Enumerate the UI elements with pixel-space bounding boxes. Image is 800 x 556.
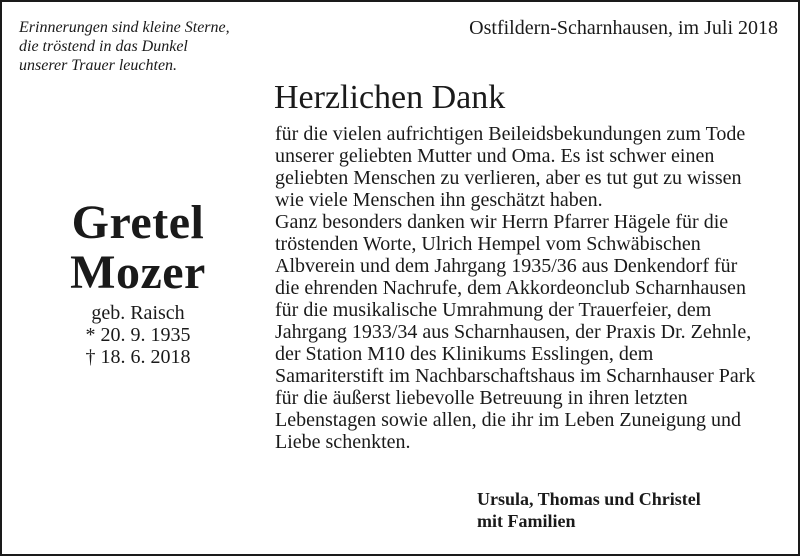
text-line: Albverein und dem Jahrgang 1935/36 aus Denkendorf für — [275, 255, 738, 277]
quote-line: Erinnerungen sind kleine Sterne, — [19, 19, 230, 36]
place-date: Ostfildern-Scharnhausen, im Juli 2018 — [469, 17, 778, 39]
quote-line: unserer Trauer leuchten. — [19, 57, 178, 74]
text-line: tröstenden Worte, Ulrich Hempel vom Schwäbischen — [275, 233, 701, 255]
memorial-quote — [19, 18, 230, 75]
text-line: Lebenstagen sowie allen, die ihr im Leben Zuneigung und — [275, 409, 741, 431]
text-line: für die äußerst liebevolle Betreuung in ihren letzten — [275, 387, 688, 409]
text-line: geliebten Menschen zu verlieren, aber es tut gut zu wissen — [275, 167, 742, 189]
signature-family: mit Familien — [477, 511, 576, 531]
quote-line: die tröstend in das Dunkel — [19, 38, 188, 55]
text-line: Ganz besonders danken wir Herrn Pfarrer Hägele für die — [275, 211, 729, 233]
text-line: Jahrgang 1933/34 aus Scharnhausen, der Praxis Dr. Zehnle, — [275, 321, 752, 343]
signature-names: Ursula, Thomas und Christel — [477, 489, 701, 509]
page-title: Herzlichen Dank — [274, 79, 506, 116]
signature — [477, 488, 701, 532]
text-line: Liebe schenkten. — [275, 431, 411, 453]
text-line: Samariterstift im Nachbarschaftshaus im Scharnhauser Park — [275, 365, 756, 387]
text-line: der Station M10 des Klinikums Esslingen, dem — [275, 343, 654, 365]
deceased-first-name: Gretel — [71, 196, 205, 249]
deceased-last-name: Mozer — [70, 246, 206, 299]
death-date: † 18. 6. 2018 — [85, 346, 191, 368]
text-line: für die musikalische Umrahmung der Trauerfeier, dem — [275, 299, 712, 321]
text-line: die ehrenden Nachrufe, dem Akkordeonclub Scharnhausen — [275, 277, 746, 299]
deceased-block — [2, 198, 274, 368]
text-line: wie viele Menschen ihn geschätzt haben. — [275, 189, 603, 211]
thank-you-text — [275, 123, 785, 453]
birth-date: * 20. 9. 1935 — [85, 324, 191, 346]
text-line: unserer geliebten Mutter und Oma. Es ist schwer einen — [275, 145, 715, 167]
maiden-name: geb. Raisch — [91, 302, 185, 324]
text-line: für die vielen aufrichtigen Beileidsbekundungen zum Tode — [275, 123, 746, 145]
